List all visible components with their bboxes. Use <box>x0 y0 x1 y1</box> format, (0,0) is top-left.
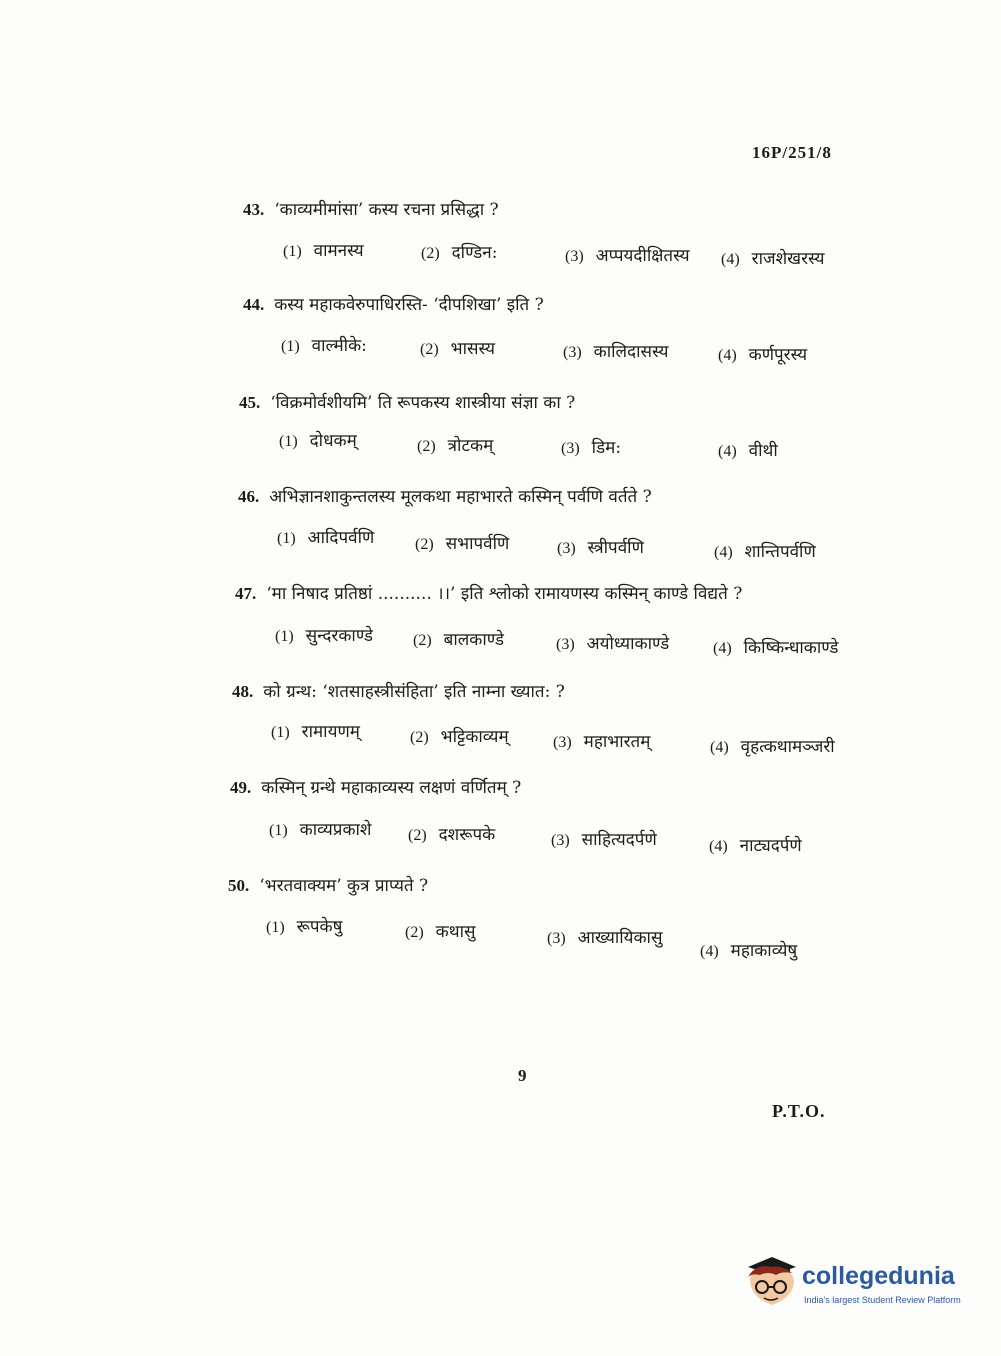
option-label: (4) <box>718 443 737 460</box>
question-text <box>239 390 575 413</box>
option-label: (3) <box>556 636 575 653</box>
option-text: रूपकेषु <box>296 917 343 937</box>
option-2 <box>413 627 504 650</box>
option-1 <box>269 817 371 840</box>
option-text: सुन्दरकाण्डे <box>305 626 374 646</box>
option-text: बालकाण्डे <box>443 630 504 650</box>
option-3 <box>557 535 644 558</box>
question-stem: कस्मिन् ग्रन्थे महाकाव्यस्य लक्षणं वर्णितम् ? <box>261 778 522 798</box>
option-1 <box>275 623 373 646</box>
question-stem: अभिज्ञानशाकुन्तलस्य मूलकथा महाभारते कस्मिन् पर्वणि वर्तते ? <box>269 487 652 507</box>
option-label: (4) <box>713 640 732 657</box>
option-3 <box>565 243 690 266</box>
option-label: (2) <box>420 341 439 358</box>
option-label: (4) <box>718 347 737 364</box>
option-label: (2) <box>421 245 440 262</box>
option-4 <box>718 342 807 365</box>
option-label: (2) <box>405 924 424 941</box>
option-label: (1) <box>266 919 285 936</box>
question-number: 48. <box>232 682 254 701</box>
option-text: नाट्यदर्पणे <box>739 836 802 856</box>
option-2 <box>421 240 497 263</box>
question-text <box>235 581 742 604</box>
option-text: महाकाव्येषु <box>730 941 798 961</box>
option-text: वृहत्कथामञ्जरी <box>740 737 835 757</box>
question-stem: ‘काव्यमीमांसा’ कस्य रचना प्रसिद्धा ? <box>274 200 499 220</box>
option-3 <box>553 729 650 752</box>
question-number: 43. <box>243 200 265 219</box>
option-text: शान्तिपर्वणि <box>744 542 816 562</box>
option-label: (2) <box>417 438 436 455</box>
question-number: 45. <box>239 393 261 412</box>
option-label: (4) <box>714 544 733 561</box>
option-label: (4) <box>709 838 728 855</box>
option-label: (4) <box>710 739 729 756</box>
option-text: साहित्यदर्पणे <box>581 830 657 850</box>
option-label: (3) <box>551 832 570 849</box>
option-2 <box>415 531 509 554</box>
option-text: वामनस्य <box>313 241 364 261</box>
option-text: दोधकम् <box>309 431 357 451</box>
logo-tagline: India's largest Student Review Platform <box>804 1295 961 1305</box>
option-4 <box>718 438 778 461</box>
option-text: वीथी <box>748 441 778 461</box>
option-label: (1) <box>281 338 300 355</box>
question-stem: कस्य महाकवेरुपाधिरस्ति- ‘दीपशिखा’ इति ? <box>274 295 544 315</box>
option-text: अयोध्याकाण्डे <box>586 634 670 654</box>
option-text: त्रोटकम् <box>447 436 494 456</box>
question-text <box>243 292 544 315</box>
question-number: 47. <box>235 584 257 603</box>
option-label: (3) <box>561 440 580 457</box>
option-label: (4) <box>700 943 719 960</box>
option-label: (2) <box>415 536 434 553</box>
option-label: (2) <box>408 827 427 844</box>
question-text <box>243 197 499 220</box>
question-number: 49. <box>230 778 252 797</box>
option-2 <box>410 724 509 747</box>
option-label: (3) <box>563 344 582 361</box>
option-1 <box>271 719 360 742</box>
question-stem: ‘भरतवाक्यम’ कुत्र प्राप्यते ? <box>259 876 429 896</box>
question-stem: को ग्रन्थ: ‘शतसाहस्त्रीसंहिता’ इति नाम्ना ख्यात: ? <box>263 682 565 702</box>
question-text <box>230 775 521 798</box>
option-label: (1) <box>277 530 296 547</box>
question-stem: ‘मा निषाद प्रतिष्ठां .......... ।।’ इति श्लोको रामायणस्य कस्मिन् काण्डे विद्यते ? <box>266 584 743 604</box>
option-4 <box>713 635 838 658</box>
option-3 <box>556 631 669 654</box>
option-text: दशरूपके <box>438 825 496 845</box>
question-number: 46. <box>238 487 260 506</box>
option-4 <box>709 833 802 856</box>
option-2 <box>408 822 495 845</box>
option-3 <box>563 339 668 362</box>
option-1 <box>281 333 367 356</box>
mascot-icon <box>742 1253 800 1311</box>
option-text: सभापर्वणि <box>445 534 510 554</box>
option-2 <box>417 433 493 456</box>
option-text: वाल्मीके: <box>311 336 367 356</box>
pto-label: P.T.O. <box>772 1101 826 1121</box>
option-4 <box>721 246 825 269</box>
question-stem: ‘विक्रमोर्वशीयमि’ ति रूपकस्य शास्त्रीया संज्ञा का ? <box>270 393 576 413</box>
option-text: भट्टिकाव्यम् <box>440 727 509 747</box>
option-4 <box>714 539 816 562</box>
option-text: कथासु <box>435 922 476 942</box>
logo-name: collegedunia <box>802 1262 955 1290</box>
option-label: (1) <box>279 433 298 450</box>
option-text: किष्किन्धाकाण्डे <box>743 638 839 658</box>
option-text: आदिपर्वणि <box>307 528 375 548</box>
option-2 <box>420 336 495 359</box>
question-text <box>228 873 428 896</box>
option-text: काव्यप्रकाशे <box>299 820 372 840</box>
question-number: 50. <box>228 876 250 895</box>
option-label: (1) <box>269 822 288 839</box>
option-label: (1) <box>271 724 290 741</box>
option-4 <box>700 938 797 961</box>
option-1 <box>279 428 357 451</box>
option-3 <box>551 827 657 850</box>
question-number: 44. <box>243 295 265 314</box>
option-3 <box>561 435 621 458</box>
option-text: डिम: <box>591 438 622 458</box>
question-text <box>238 484 652 507</box>
option-label: (2) <box>410 729 429 746</box>
option-text: राजशेखरस्य <box>751 249 825 269</box>
option-3 <box>547 925 662 948</box>
collegedunia-watermark <box>742 1253 972 1313</box>
option-label: (3) <box>553 734 572 751</box>
option-text: कालिदासस्य <box>593 342 669 362</box>
option-label: (1) <box>275 628 294 645</box>
question-text <box>232 679 565 702</box>
page-number: 9 <box>518 1066 527 1085</box>
option-label: (3) <box>557 540 576 557</box>
option-text: कर्णपूरस्य <box>748 345 808 365</box>
option-text: अप्पयदीक्षितस्य <box>595 246 690 266</box>
option-text: महाभारतम् <box>583 732 651 752</box>
option-label: (1) <box>283 243 302 260</box>
paper-code: 16P/251/8 <box>752 143 832 162</box>
option-text: भासस्य <box>450 339 495 359</box>
option-1 <box>283 238 364 261</box>
option-text: रामायणम् <box>301 722 360 742</box>
option-text: आख्यायिकासु <box>577 928 663 948</box>
option-label: (4) <box>721 251 740 268</box>
option-label: (3) <box>547 930 566 947</box>
option-1 <box>266 914 342 937</box>
option-4 <box>710 734 835 757</box>
option-text: स्त्रीपर्वणि <box>587 538 644 558</box>
option-label: (2) <box>413 632 432 649</box>
option-text: दण्डिन: <box>451 243 498 263</box>
option-1 <box>277 525 374 548</box>
option-label: (3) <box>565 248 584 265</box>
option-2 <box>405 919 475 942</box>
